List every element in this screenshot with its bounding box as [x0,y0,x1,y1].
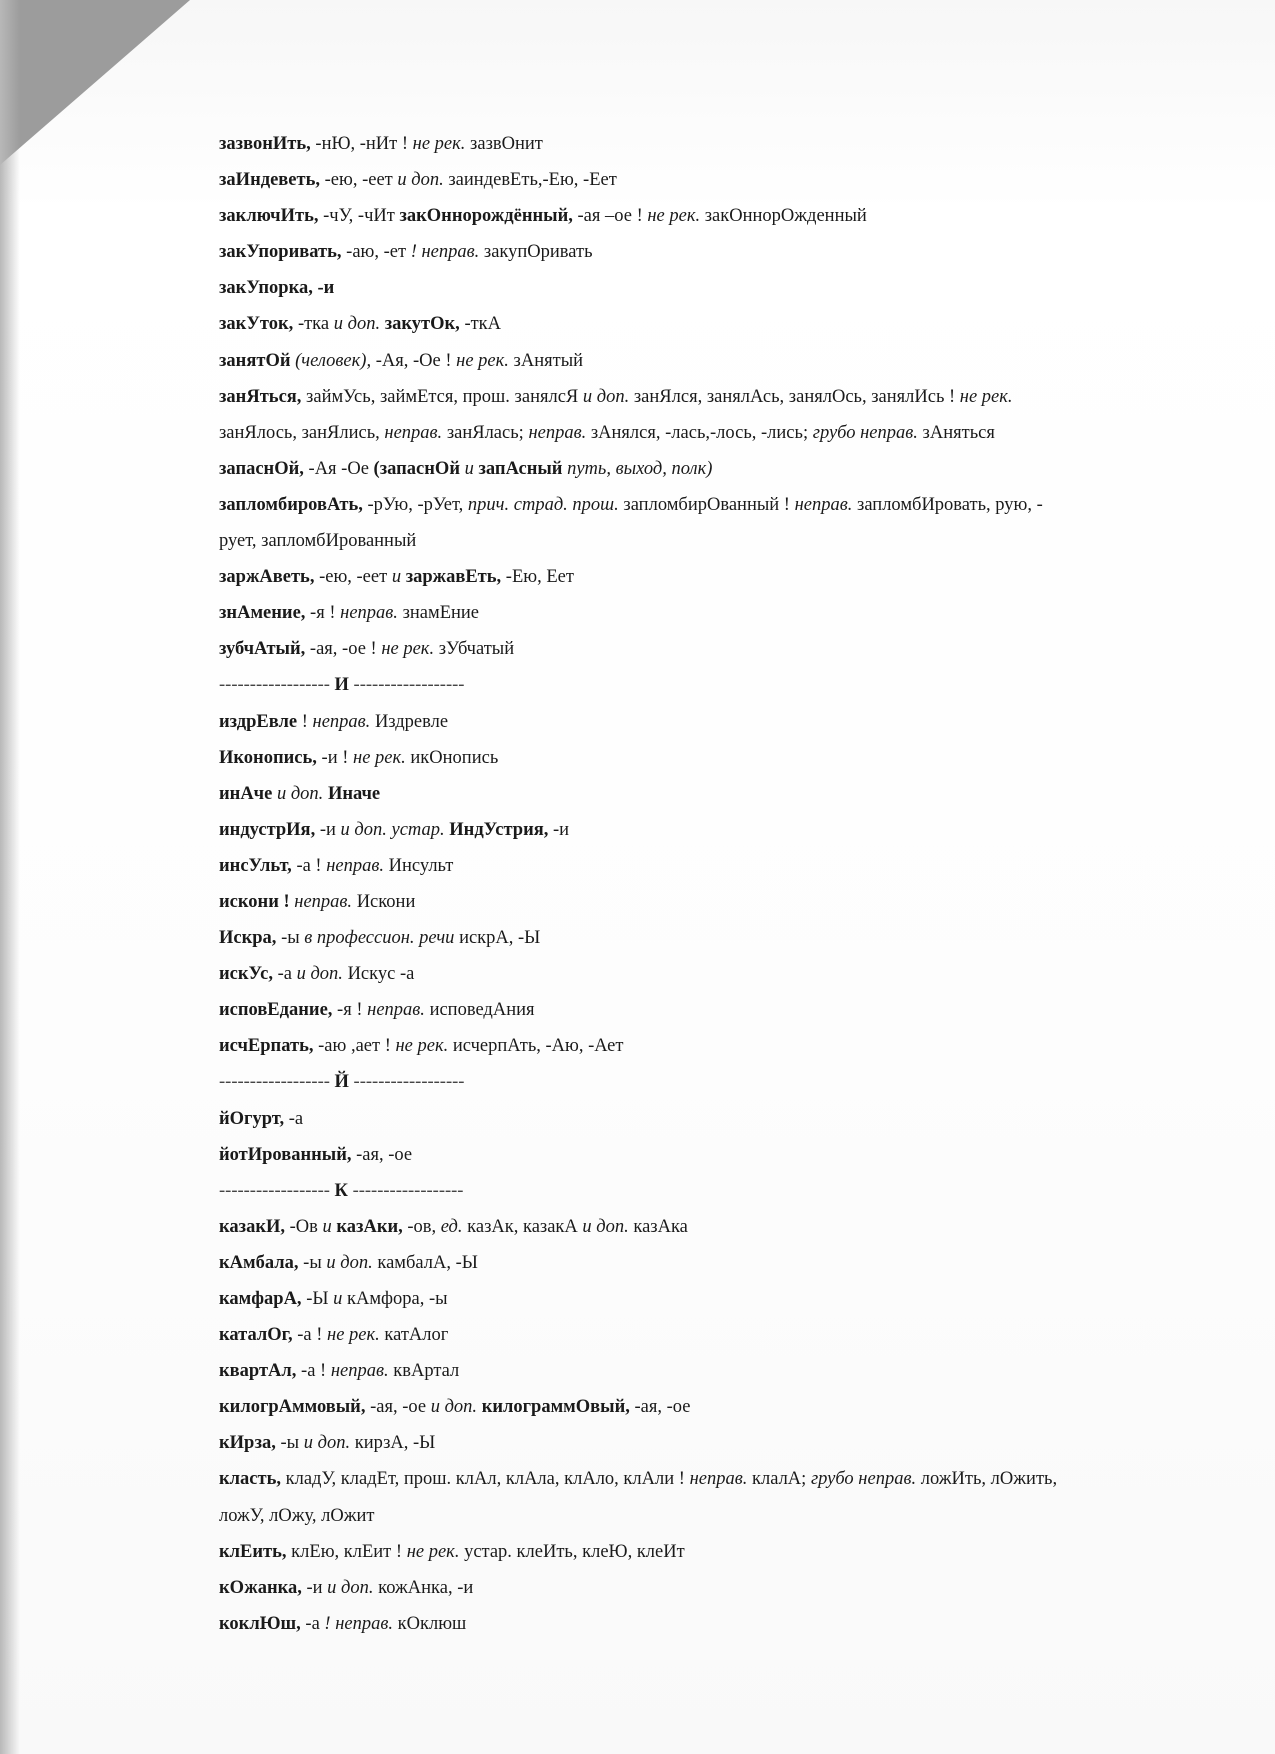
headword: запаснОй, [219,458,304,479]
usage-note: не рек. [959,386,1013,407]
headword: инАче [219,783,273,804]
entry-text: зАнялся, -лась,-лось, -лись; [586,422,813,443]
entry-text: казАка [628,1216,688,1237]
usage-note: не рек. [395,1036,449,1057]
usage-note: в профессион. речи [304,928,455,949]
headword: Искра, [219,928,277,949]
usage-note: и доп. [397,170,444,191]
page-edge-shadow [0,0,20,1754]
headword: заИндеветь, [219,170,321,191]
entry-text: Искус -а [342,964,415,985]
entry-text: -ая, -ое [365,1397,431,1418]
usage-note: неправ. [340,603,398,624]
dictionary-entry [219,1245,1219,1281]
headword: закутОк, [384,314,460,335]
dictionary-entry [219,451,1219,487]
entry-text: Инсульт [384,855,454,876]
entry-text: -аю ,ает ! [313,1036,396,1057]
headword: зазвонИть, [219,134,311,154]
dictionary-entry [219,1570,1219,1606]
headword: камфарА, [219,1289,302,1309]
usage-note: не рек. [406,1541,460,1562]
headword: закУпорка, -и [219,278,335,299]
dictionary-entry [219,1209,1219,1245]
entry-text: -тка [293,314,334,335]
letter-separator [219,667,1219,703]
entry-text: -ая –ое ! [572,206,648,227]
entry-text: клалА; [747,1469,811,1490]
entry-text: зАняться [917,422,995,443]
dictionary-entry [219,1606,1219,1642]
dictionary-entry [219,559,1219,595]
headword: закУток, [219,314,294,335]
usage-note: прич. страд. прош. [467,494,619,515]
usage-note: путь, выход, полк) [567,458,713,479]
usage-note: неправ. [367,1000,425,1021]
usage-note: неправ. [528,422,587,443]
dictionary-entries [219,126,1219,1642]
dictionary-entry [219,379,1219,415]
entry-text: закупОривать [479,242,593,263]
section-letter: Й [334,1072,349,1093]
entry-text: Искони [352,891,416,912]
entry-text: -ая, -ое ! [305,639,382,660]
usage-note: не рек. [456,350,509,371]
entry-text: -и ! [316,747,354,768]
usage-note: и доп. [582,386,630,407]
separator-dashes: ------------------ [219,1180,335,1201]
entry-text: занЯлось, занЯлись, [219,422,385,443]
separator-dashes: ------------------ [219,1072,335,1093]
headword: зубчАтый, [219,639,306,660]
entry-text: займУсь, займЕтся, прош. занялсЯ [301,386,583,407]
usage-note: не рек. [327,1325,380,1346]
dictionary-entry [219,1534,1219,1570]
headword: килогрАммовый, [219,1397,366,1418]
entry-text: ложУ, лОжу, лОжит [219,1505,375,1526]
dictionary-entry [219,198,1219,234]
dictionary-entry [219,740,1219,776]
headword: занятОй [219,350,291,371]
folded-corner [0,0,190,165]
entry-text: кОклюш [393,1613,467,1634]
usage-note: и доп. [582,1216,629,1237]
dictionary-entry [219,1389,1219,1425]
dictionary-entry [219,1498,1219,1534]
entry-text: рует, запломбИрованный [219,531,417,552]
usage-note: и [464,458,474,479]
entry-text: -рУю, -рУет, [362,494,468,515]
headword: (запаснОй [373,458,460,479]
headword: знАмение, [219,603,306,624]
headword: запАсный [478,458,563,479]
entry-text: зАнятый [508,350,584,371]
headword: кОжанка, [219,1577,302,1598]
entry-text: -ткА [459,314,502,335]
usage-note: неправ. [384,422,443,443]
letter-separator [219,1064,1219,1100]
dictionary-entry [219,1281,1219,1317]
usage-note: и [391,567,402,588]
headword: запломбировАть, [219,494,363,515]
entry-text: закОннорОжденный [700,206,867,227]
usage-note: не рек. [412,134,466,154]
dictionary-entry [219,523,1219,559]
dictionary-entry [219,920,1219,956]
dictionary-entry [219,812,1219,848]
entry-text: -а ! [292,1325,328,1346]
usage-note: грубо неправ. [810,1469,917,1490]
entry-text: -и [548,819,570,840]
dictionary-entry [219,487,1219,523]
entry-text: -ов, [402,1216,441,1237]
headword: издрЕвле [219,711,298,732]
separator-dashes: ------------------ [219,675,335,696]
dictionary-entry [219,343,1219,379]
headword: казакИ, [219,1216,285,1237]
dictionary-entry [219,884,1219,920]
section-letter: К [334,1180,348,1201]
entry-text: -ею, -еет [314,567,392,588]
entry-text: -ая, -ое [351,1144,413,1165]
entry-text: -Ею, Еет [501,567,574,588]
headword: йотИрованный, [219,1144,352,1165]
entry-text: -я ! [305,603,341,624]
entry-text: запломбирОванный ! [618,494,795,515]
dictionary-entry [219,992,1219,1028]
headword: коклЮш, [219,1613,301,1634]
headword: килограммОвый, [481,1397,630,1418]
usage-note: неправ. [312,711,371,732]
headword: квартАл, [219,1361,297,1382]
headword: искУс, [219,964,273,985]
entry-text: квАртал [388,1361,460,1382]
dictionary-entry [219,415,1219,451]
headword: заключИть, [219,206,319,227]
entry-text: ложИть, лОжить, [916,1469,1058,1490]
entry-text: -ею, -еет [320,170,398,191]
usage-note: и доп. [326,1252,373,1273]
entry-text: запломбИровать, рую, - [852,494,1043,515]
entry-text: -а [284,1108,304,1129]
entry-text: -Ая -Ое [303,458,374,479]
entry-text: -и [301,1577,328,1598]
usage-note: (человек), [295,350,372,371]
headword: искони ! [219,891,290,912]
separator-dashes: ------------------ [348,675,465,696]
usage-note: не рек. [647,206,701,227]
entry-text: -Ы [301,1289,334,1309]
headword: индустрИя, [219,819,316,840]
headword: клЕить, [219,1541,287,1562]
headword: Иконопись, [219,747,317,768]
entry-text: -ая, -ое [629,1397,691,1418]
usage-note: и доп. [327,1577,374,1598]
dictionary-entry [219,306,1219,342]
usage-note: и доп. [296,964,343,985]
entry-text: -а ! [291,855,327,876]
entry-text: исповедАния [424,1000,535,1021]
headword: инсУльт, [219,855,292,876]
usage-note: неправ. [330,1361,389,1382]
entry-text: -Ов [285,1216,323,1237]
headword: кИрза, [219,1433,276,1454]
usage-note: неправ. [326,855,385,876]
entry-text: кладУ, кладЕт, прош. клАл, клАла, клАло, клАли ! [281,1469,690,1490]
entry-text: катАлог [379,1325,449,1346]
entry-text: заиндевЕть,-Ею, -Еет [443,170,617,191]
section-letter: И [334,675,349,696]
usage-note: не рек. [353,747,406,768]
usage-note: неправ. [794,494,853,515]
entry-text: камбалА, -Ы [372,1252,478,1273]
entry-text: зазвОнит [465,134,543,154]
entry-text: -ы [276,928,305,949]
entry-text: зУбчатый [434,639,515,660]
headword: Иначе [327,783,381,804]
usage-note: ! неправ. [410,242,480,263]
entry-text: -а [300,1613,325,1634]
entry-text: клЕю, клЕит ! [286,1541,407,1562]
dictionary-entry [219,1317,1219,1353]
usage-note: и доп. устар. [340,819,445,840]
usage-note: и доп. [276,783,324,804]
entry-text: -я ! [332,1000,368,1021]
dictionary-entry [219,162,1219,198]
entry-text: занЯлся, занялАсь, занялОсь, занялИсь ! [629,386,960,407]
dictionary-entry [219,704,1219,740]
usage-note: неправ. [294,891,353,912]
dictionary-entry [219,270,1219,306]
headword: йОгурт, [219,1108,285,1129]
usage-note: и [322,1216,332,1237]
dictionary-entry [219,595,1219,631]
headword: класть, [219,1469,281,1490]
dictionary-entry [219,234,1219,270]
dictionary-entry [219,1353,1219,1389]
headword: заржавЕть, [405,567,502,588]
letter-separator [219,1173,1219,1209]
entry-text: -нЮ, -нИт ! [310,134,413,154]
dictionary-entry [219,848,1219,884]
headword: закУпоривать, [219,242,342,263]
headword: кАмбала, [219,1252,299,1273]
usage-note: и доп. [303,1433,351,1454]
entry-text: исчерпАть, -Аю, -Ает [448,1036,624,1057]
entry-text: -аю, -ет [341,242,411,263]
dictionary-entry [219,956,1219,992]
entry-text: -а [272,964,297,985]
headword: исповЕдание, [219,1000,333,1021]
entry-text: -и [315,819,341,840]
headword: ИндУстрия, [449,819,549,840]
separator-dashes: ------------------ [348,1072,465,1093]
entry-text: икОнопись [405,747,499,768]
usage-note: грубо неправ. [812,422,918,443]
separator-dashes: ------------------ [347,1180,464,1201]
entry-text: Издревле [370,711,449,732]
entry-text: кирзА, -Ы [350,1433,436,1454]
entry-text: -а ! [296,1361,331,1382]
entry-text: искрА, -Ы [454,928,541,949]
dictionary-entry [219,1425,1219,1461]
usage-note: ! неправ. [324,1613,393,1634]
usage-note: ед. [440,1216,463,1237]
headword: исчЕрпать, [219,1036,314,1057]
headword: заржАветь, [219,567,315,588]
dictionary-entry [219,776,1219,812]
headword: казАки, [336,1216,403,1237]
entry-text: -чУ, -чИт [318,206,400,227]
entry-text: знамЕние [397,603,480,624]
dictionary-entry [219,1028,1219,1064]
entry-text: -ы [298,1252,327,1273]
usage-note: и [333,1289,343,1309]
entry-text: казАк, казакА [462,1216,583,1237]
headword: занЯться, [219,386,302,407]
entry-text: занЯлась; [442,422,529,443]
dictionary-entry [219,1461,1219,1497]
entry-text: -Ая, -Ое ! [371,350,457,371]
entry-text: кАмфора, -ы [342,1289,448,1309]
entry-text: кожАнка, -и [373,1577,474,1598]
entry-text: устар. клеИть, клеЮ, клеИт [459,1541,685,1562]
entry-text: ! [297,711,313,732]
headword: каталОг, [219,1325,293,1346]
dictionary-entry [219,126,1219,162]
usage-note: и доп. [333,314,381,335]
usage-note: неправ. [689,1469,748,1490]
entry-text: -ы [275,1433,304,1454]
dictionary-entry [219,1137,1219,1173]
dictionary-entry [219,1101,1219,1137]
usage-note: не рек. [381,639,435,660]
headword: закОннорождённый, [399,206,573,227]
usage-note: и доп. [430,1397,478,1418]
dictionary-entry [219,631,1219,667]
